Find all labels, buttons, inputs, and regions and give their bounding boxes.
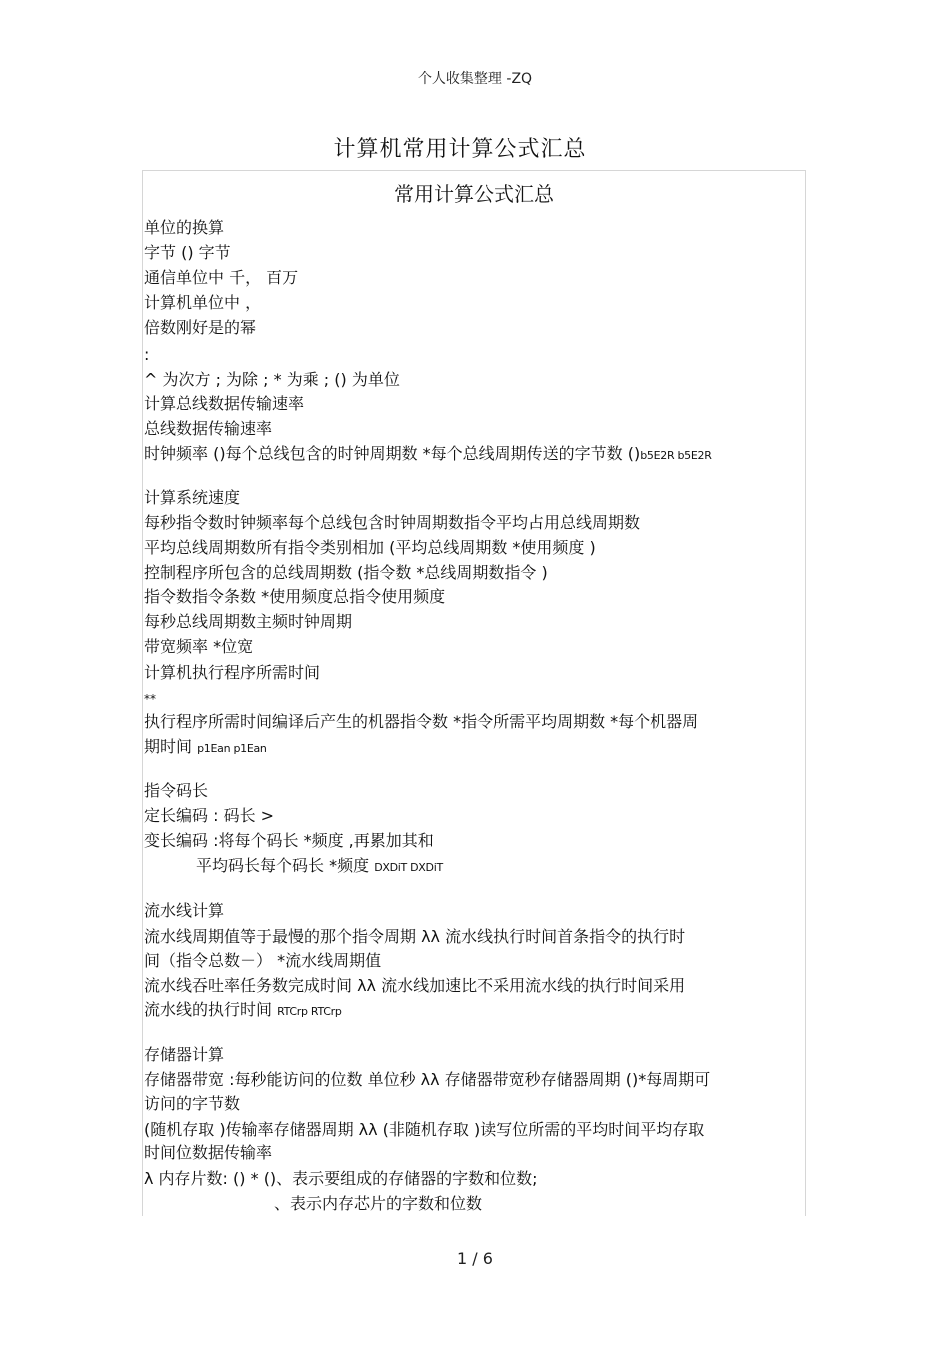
text-line: 字节 () 字节	[144, 243, 231, 262]
text-line: 间（指令总数－） *流水线周期值	[144, 951, 382, 970]
text-line: :	[144, 345, 150, 364]
document-title: 计算机常用计算公式汇总	[333, 137, 587, 162]
text-line	[144, 1000, 342, 1022]
text-line: 平均总线周期数所有指令类别相加 (平均总线周期数 *使用频度 )	[144, 538, 596, 557]
page-number: 1 / 6	[457, 1249, 493, 1268]
text-line	[144, 737, 267, 759]
text-line: 带宽频率 *位宽	[144, 637, 254, 656]
text-line	[196, 856, 443, 878]
text-fragment: 期时间	[144, 737, 193, 756]
formula-snippet: DXDiT DXDiT	[374, 861, 443, 874]
text-line: 每秒指令数时钟频率每个总线包含时钟周期数指令平均占用总线周期数	[144, 513, 641, 532]
section-heading: 计算系统速度	[144, 488, 241, 507]
text-line: 计算总线数据传输速率	[144, 394, 305, 413]
text-line: (随机存取 )传输率存储器周期 λλ (非随机存取 )读写位所需的平均时间平均存取	[144, 1120, 705, 1139]
text-line: 时间位数据传输率	[144, 1143, 273, 1162]
formula-snippet: b5E2R b5E2R	[640, 449, 712, 462]
text-line: 总线数据传输速率	[144, 419, 273, 438]
box-title: 常用计算公式汇总	[394, 182, 554, 206]
text-line: 计算机单位中 ，	[144, 293, 262, 312]
text-line: 每秒总线周期数主频时钟周期	[144, 612, 353, 631]
text-fragment: 平均码长每个码长 *频度	[196, 856, 370, 875]
section-heading: 存储器计算	[144, 1045, 225, 1064]
formula-snippet: p1Ean p1Ean	[197, 742, 267, 755]
section-heading: 流水线计算	[144, 901, 225, 920]
text-line: 访问的字节数	[144, 1094, 241, 1113]
section-heading: 单位的换算	[144, 218, 225, 237]
text-line: 存储器带宽 :每秒能访问的位数 单位秒 λλ 存储器带宽秒存储器周期 ()*每周期可	[144, 1070, 711, 1089]
text-line: 计算机执行程序所需时间	[144, 663, 321, 682]
text-line: 、表示内存芯片的字数和位数	[274, 1194, 483, 1213]
text-fragment: 流水线的执行时间	[144, 1000, 273, 1019]
text-line: 变长编码 :将每个码长 *频度 ,再累加其和	[144, 831, 434, 850]
text-line: 流水线吞吐率任务数完成时间 λλ 流水线加速比不采用流水线的执行时间采用	[144, 976, 686, 995]
section-heading: 指令码长	[144, 781, 209, 800]
text-line: 定长编码 : 码长 >	[144, 806, 275, 825]
text-line: **	[144, 692, 156, 706]
text-fragment: 时钟频率 ()每个总线包含的时钟周期数 *每个总线周期传送的字节数 ()	[144, 444, 641, 463]
text-line: 通信单位中 千， 百万	[144, 268, 299, 287]
formula-snippet: RTCrp RTCrp	[277, 1005, 342, 1018]
text-line: 流水线周期值等于最慢的那个指令周期 λλ 流水线执行时间首条指令的执行时	[144, 927, 686, 946]
text-line	[144, 444, 712, 466]
text-line: 控制程序所包含的总线周期数 (指令数 *总线周期数指令 )	[144, 563, 548, 582]
text-line: 倍数刚好是的幂	[144, 318, 257, 337]
text-line: 执行程序所需时间编译后产生的机器指令数 *指令所需平均周期数 *每个机器周	[144, 712, 699, 731]
text-line: λ 内存片数: () * ()、表示要组成的存储器的字数和位数;	[144, 1169, 538, 1188]
text-line: 指令数指令条数 *使用频度总指令使用频度	[144, 587, 446, 606]
text-line: ^ 为次方 ; 为除 ; * 为乘 ; () 为单位	[144, 370, 400, 389]
page-header: 个人收集整理 -ZQ	[417, 71, 533, 87]
